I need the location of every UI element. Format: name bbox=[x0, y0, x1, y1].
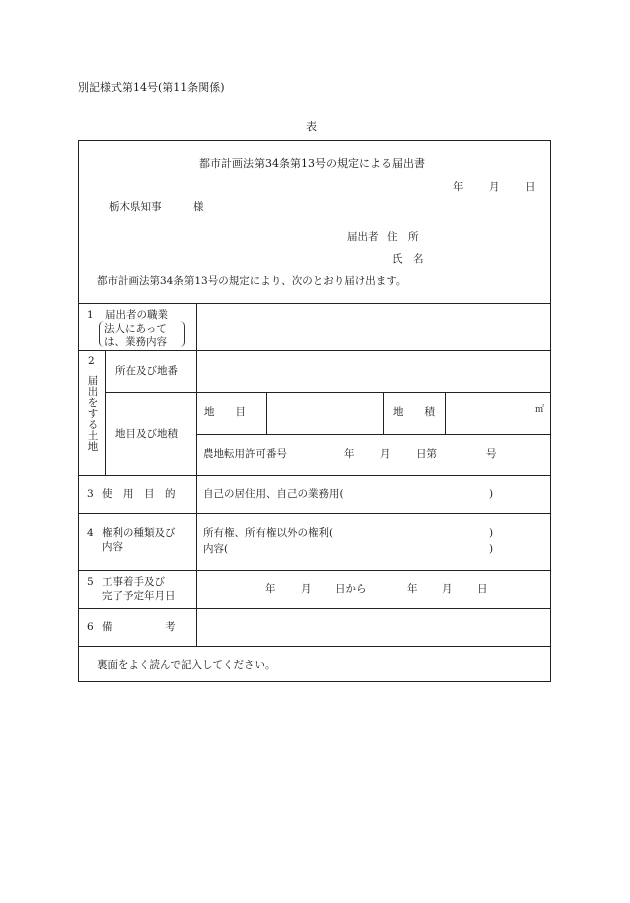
row1-number: 1 bbox=[87, 309, 94, 321]
addressee: 栃木県知事 bbox=[109, 201, 162, 213]
row1-sub2: は、業務内容 bbox=[104, 336, 167, 348]
row5-label2: 完了予定年月日 bbox=[102, 590, 176, 602]
end-day: 日 bbox=[477, 583, 488, 595]
footer-note: 裏面をよく読んで記入してください。 bbox=[97, 659, 276, 671]
content-close: ) bbox=[489, 543, 494, 555]
notifier-label: 届出者 bbox=[347, 231, 379, 243]
date-day: 日 bbox=[525, 181, 536, 193]
row1-sub1: 法人にあって bbox=[104, 323, 167, 335]
row3-number: 3 bbox=[87, 488, 94, 500]
content-input[interactable] bbox=[231, 540, 487, 558]
row2-number: 2 bbox=[88, 355, 95, 367]
chimoku-label: 地 目 bbox=[204, 406, 246, 418]
start-month: 月 bbox=[301, 583, 312, 595]
start-year: 年 bbox=[265, 583, 276, 595]
form-title: 都市計画法第34条第13号の規定による届出書 bbox=[199, 157, 425, 170]
start-day: 日から bbox=[335, 583, 367, 595]
rights-text: 所有権、所有権以外の権利( bbox=[203, 527, 334, 539]
purpose-text: 自己の居住用、自己の業務用( bbox=[203, 488, 344, 500]
row1-label: 届出者の職業 bbox=[105, 309, 168, 321]
address-label: 住 所 bbox=[387, 231, 419, 243]
remarks-input[interactable] bbox=[197, 609, 550, 646]
statement: 都市計画法第34条第13号の規定により、次のとおり届け出ます。 bbox=[97, 275, 407, 287]
date-year: 年 bbox=[453, 181, 464, 193]
row6-number: 6 bbox=[87, 621, 94, 633]
permit-year: 年 bbox=[344, 448, 355, 460]
date-month: 月 bbox=[489, 181, 500, 193]
honorific: 様 bbox=[193, 201, 204, 213]
permit-day: 日第 bbox=[416, 448, 437, 460]
row5-number: 5 bbox=[87, 576, 94, 588]
row1-input[interactable] bbox=[197, 304, 550, 350]
name-label: 氏 名 bbox=[392, 253, 424, 265]
row5-label1: 工事着手及び bbox=[102, 576, 165, 588]
row4-label1: 権利の種類及び bbox=[102, 527, 176, 539]
purpose-close: ) bbox=[489, 488, 494, 500]
chiseki-label: 地 積 bbox=[393, 406, 435, 418]
notification-form bbox=[78, 140, 551, 682]
row2-vertical-label: 届 出 を す る 土 地 bbox=[87, 375, 99, 454]
location-input[interactable] bbox=[197, 351, 550, 392]
end-month: 月 bbox=[442, 583, 453, 595]
form-number: 別記様式第14号(第11条関係) bbox=[78, 81, 225, 94]
permit-no: 号 bbox=[486, 448, 497, 460]
rights-close: ) bbox=[489, 527, 494, 539]
purpose-input[interactable] bbox=[362, 484, 487, 506]
landcat-area-label: 地目及び地積 bbox=[115, 428, 178, 440]
row6-label: 備 考 bbox=[102, 621, 176, 633]
rights-input[interactable] bbox=[351, 523, 487, 541]
row4-label2: 内容 bbox=[102, 541, 123, 553]
location-label: 所在及び地番 bbox=[115, 365, 178, 377]
row4-number: 4 bbox=[87, 527, 94, 539]
chimoku-input[interactable] bbox=[267, 393, 383, 434]
permit-label: 農地転用許可番号 bbox=[203, 448, 287, 460]
permit-month: 月 bbox=[380, 448, 391, 460]
content-text: 内容( bbox=[203, 543, 229, 555]
row3-label: 使 用 目 的 bbox=[102, 488, 176, 500]
end-year: 年 bbox=[407, 583, 418, 595]
area-unit: ㎡ bbox=[535, 405, 545, 415]
side-label: 表 bbox=[306, 120, 317, 133]
